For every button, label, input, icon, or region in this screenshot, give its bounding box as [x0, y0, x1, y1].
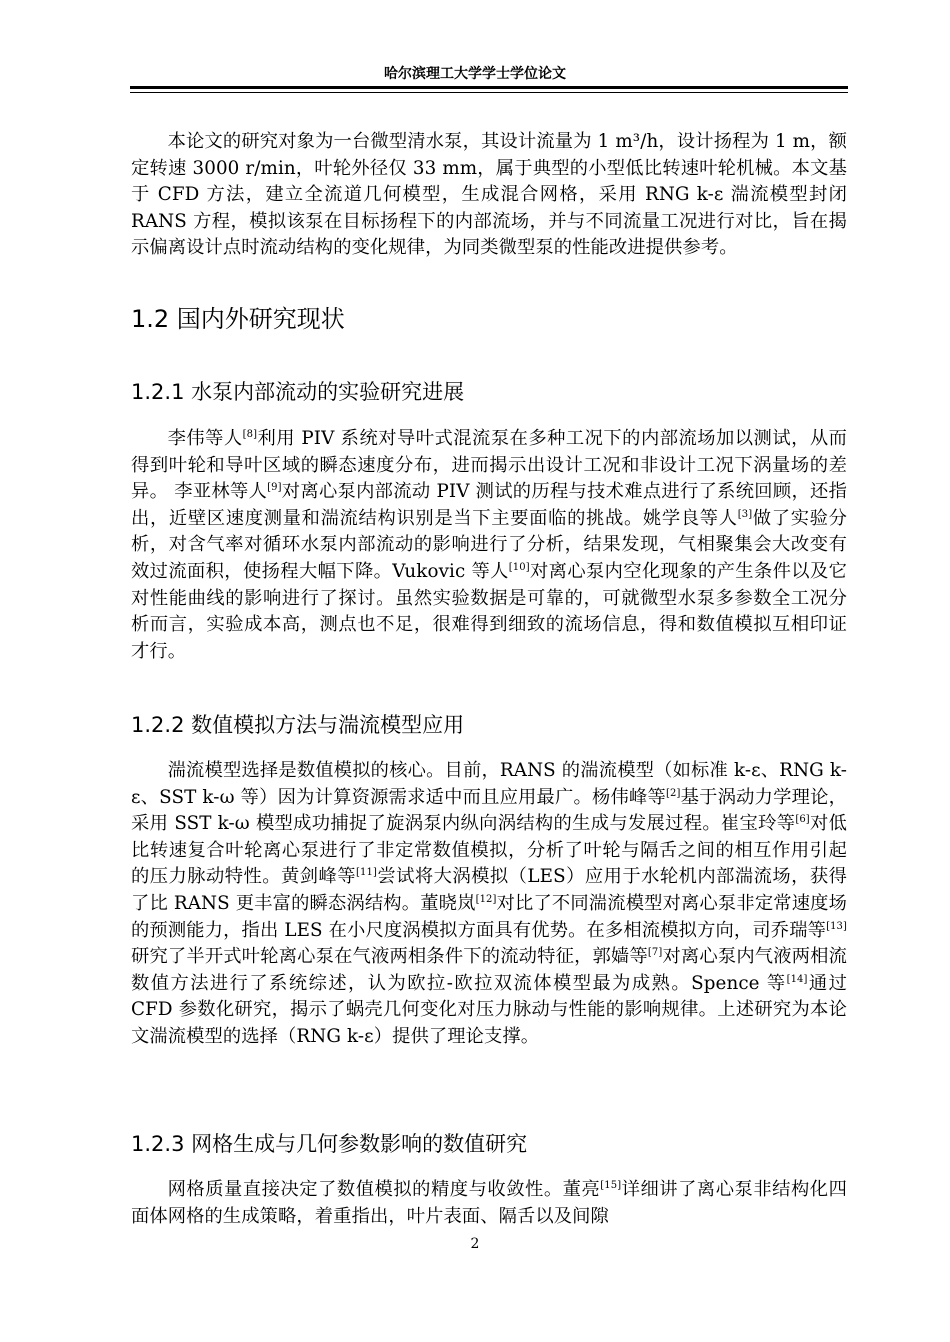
citation: [2] [666, 787, 681, 799]
intro-paragraph: 本论文的研究对象为一台微型清水泵，其设计流量为 1 m³/h，设计扬程为 1 m，额定转速 3000 r/min，叶轮外径仅 33 mm，属于典型的小型低比转速叶轮机械。本文基于 CFD 方法，建立全流道几何模型，生成混合网格，采用 RNG k-ε 湍流模型封闭 RANS 方程，模拟该泵在目标扬程下的内部流场，并与不同流量工况进行对比，旨在揭示偏离设计点时流动结构的变化规律，为同类微型泵的性能改进提供参考。 [131, 131, 847, 259]
section-heading-1-2-1: 1.2.1 水泵内部流动的实验研究进展 [131, 380, 465, 404]
citation: [15] [600, 1180, 622, 1191]
citation: [11] [356, 867, 377, 879]
citation: [3] [737, 508, 753, 520]
citation: [6] [795, 814, 810, 826]
citation: [8] [242, 429, 258, 440]
section-heading-1-2: 1.2 国内外研究现状 [131, 305, 345, 333]
citation: [10] [508, 561, 530, 573]
section-heading-1-2-2: 1.2.2 数值模拟方法与湍流模型应用 [131, 713, 465, 737]
header-rule-thick [130, 86, 848, 89]
citation: [13] [826, 920, 847, 932]
page-number: 2 [470, 1236, 480, 1252]
header-rule-thin [130, 92, 848, 93]
running-header: 哈尔滨理工大学学士学位论文 [384, 66, 566, 82]
paragraph-experimental-research: 李伟等人[8]利用 PIV 系统对导叶式混流泵在多种工况下的内部流场加以测试，从而得到叶轮和导叶区域的瞬态速度分布，进而揭示出设计工况和非设计工况下涡量场的差异。 李亚林等人[9]对离心泵内部流动 PIV 测试的历程与技术难点进行了系统回顾，还指出，近壁区速度测量和湍流结构识别是当下主要面临的挑战。姚学良等人[3]做了实验分析，对含气率对循环水泵内部流动的影响进行了分析，结果发现，气相聚集会大改变有效过流面积，使扬程大幅下降。Vukovic 等人[10]对离心泵内空化现象的产生条件以及它对性能曲线的影响进行了探讨。虽然实验数据是可靠的，可就微型水泵多参数全工况分析而言，实验成本高，测点也不足，很难得到细致的流场信息，得和数值模拟互相印证才行。 [131, 428, 848, 662]
citation: [12] [475, 893, 497, 905]
paragraph-mesh-generation: 网格质量直接决定了数值模拟的精度与收敛性。董亮[15]详细讲了离心泵非结构化四面体网格的生成策略，着重指出，叶片表面、隔舌以及间隙 [131, 1179, 847, 1227]
citation: [7] [647, 947, 663, 959]
citation: [14] [786, 973, 808, 985]
citation: [9] [267, 482, 282, 494]
paragraph-numerical-methods: 湍流模型选择是数值模拟的核心。目前，RANS 的湍流模型（如标准 k-ε、RNG k-ε、SST k-ω 等）因为计算资源需求适中而且应用最广。杨伟峰等[2]基于涡动力学理论，采用 SST k-ω 模型成功捕捉了旋涡泵内纵向涡结构的生成与发展过程。崔宝玲等[6]对低比转速复合叶轮离心泵进行了非定常数值模拟，分析了叶轮与隔舌之间的相互作用引起的压力脉动特性。黄剑峰等[11]尝试将大涡模拟（LES）应用于水轮机内部湍流场，获得了比 RANS 更丰富的瞬态涡结构。董晓岚[12]对比了不同湍流模型对离心泵非定常速度场的预测能力，指出 LES 在小尺度涡模拟方面具有优势。在多相流模拟方向，司乔瑞等[13]研究了半开式叶轮离心泵在气液两相条件下的流动特征，郭嫱等[7]对离心泵内气液两相流数值方法进行了系统综述，认为欧拉-欧拉双流体模型最为成熟。Spence 等[14]通过 CFD 参数化研究，揭示了蜗壳几何变化对压力脉动与性能的影响规律。上述研究为本论文湍流模型的选择（RNG k-ε）提供了理论支撑。 [131, 760, 848, 1047]
section-heading-1-2-3: 1.2.3 网格生成与几何参数影响的数值研究 [131, 1132, 528, 1156]
